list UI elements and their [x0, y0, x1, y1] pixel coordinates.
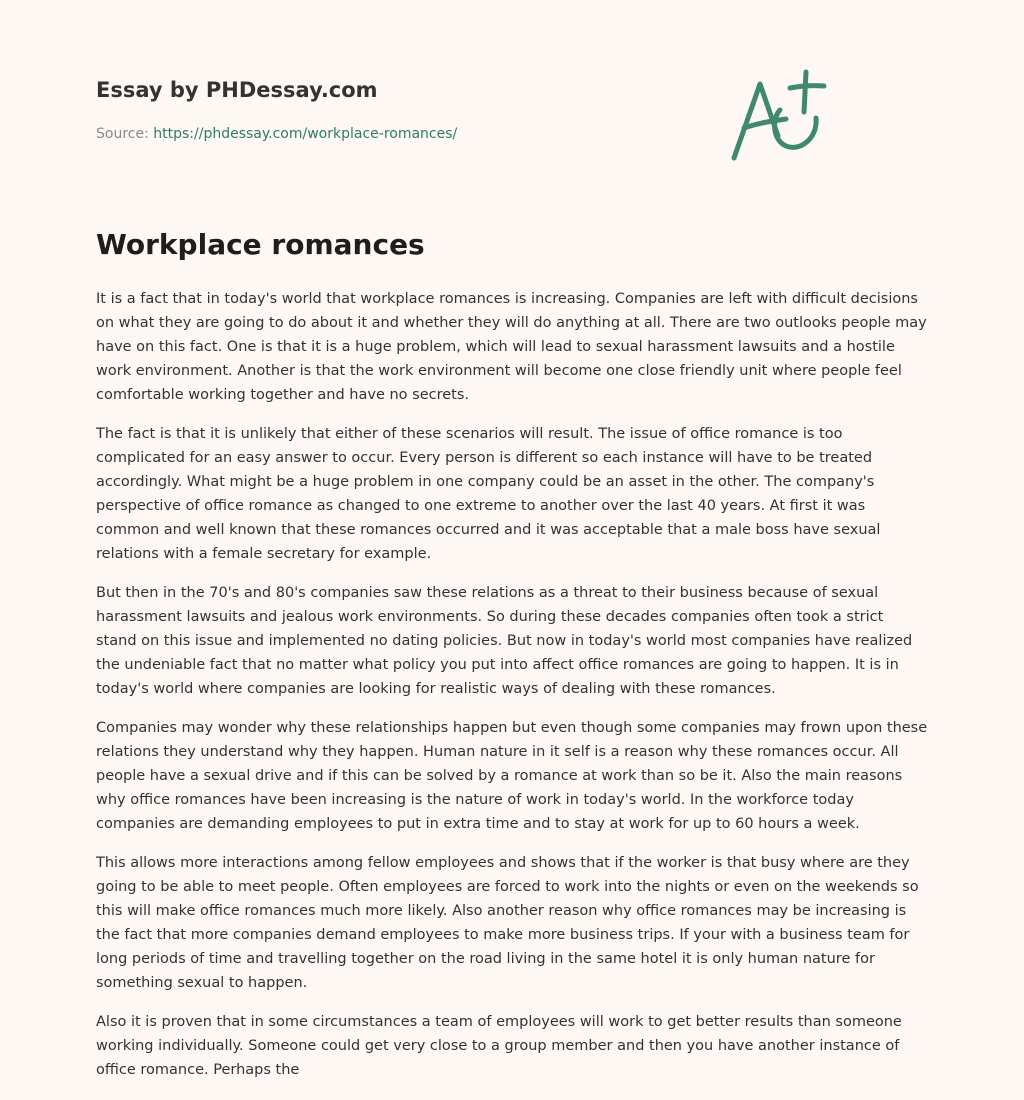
source-label: Source:	[96, 126, 149, 142]
essay-paragraph-2: The fact is that it is unlikely that either of these scenarios will result. The issue of office romance is too complicated for an easy answer to occur. Every person is different so each instance will have to be treated accordingly. What might be a huge problem in one company could be an asset in the other. The company's perspective of office romance as changed to one extreme to another over the last 40 years. At first it was common and well known that these romances occurred and it was acceptable that a male boss have sexual relations with a female secretary for example.	[96, 426, 881, 562]
site-title: Essay by PHDessay.com	[96, 78, 378, 102]
source-link[interactable]: https://phdessay.com/workplace-romances/	[153, 126, 458, 142]
essay-body	[96, 287, 928, 1082]
essay-paragraph-5: This allows more interactions among fellow employees and shows that if the worker is that busy where are they going to be able to meet people. Often employees are forced to work into the nights or even on the weekends so this will make office romances much more likely. Also another reason why office romances may be increasing is the fact that more companies demand employees to make more business trips. If your with a business team for long periods of time and travelling together on the road living in the same hotel it is only human nature for something sexual to happen.	[96, 855, 919, 991]
essay-paragraph-3: But then in the 70's and 80's companies saw these relations as a threat to their business because of sexual harassment lawsuits and jealous work environments. So during these decades companies often took a strict stand on this issue and implemented no dating policies. But now in today's world most companies have realized the undeniable fact that no matter what policy you put into affect office romances are going to happen. It is in today's world where companies are looking for realistic ways of dealing with these romances.	[96, 585, 913, 697]
source-line	[96, 124, 457, 144]
a-plus-logo-icon	[728, 66, 832, 166]
essay-paragraph-6: Also it is proven that in some circumstances a team of employees will work to get better results than someone working individually. Someone could get very close to a group member and then you have another instance of office romance. Perhaps the	[96, 1014, 902, 1078]
essay-paragraph-4: Companies may wonder why these relationships happen but even though some companies may frown upon these relations they understand why they happen. Human nature in it self is a reason why these romances occur. All people have a sexual drive and if this can be solved by a romance at work than so be it. Also the main reasons why office romances have been increasing is the nature of work in today's world. In the workforce today companies are demanding employees to put in extra time and to stay at work for up to 60 hours a week.	[96, 720, 928, 832]
essay-title: Workplace romances	[96, 228, 425, 261]
essay-paragraph-1: It is a fact that in today's world that workplace romances is increasing. Companies are left with difficult decisions on what they are going to do about it and whether they will do anything at all. There are two outlooks people may have on this fact. One is that it is a huge problem, which will lead to sexual harassment lawsuits and a hostile work environment. Another is that the work environment will become one close friendly unit where people feel comfortable working together and have no secrets.	[96, 291, 927, 403]
page-header	[96, 0, 928, 200]
